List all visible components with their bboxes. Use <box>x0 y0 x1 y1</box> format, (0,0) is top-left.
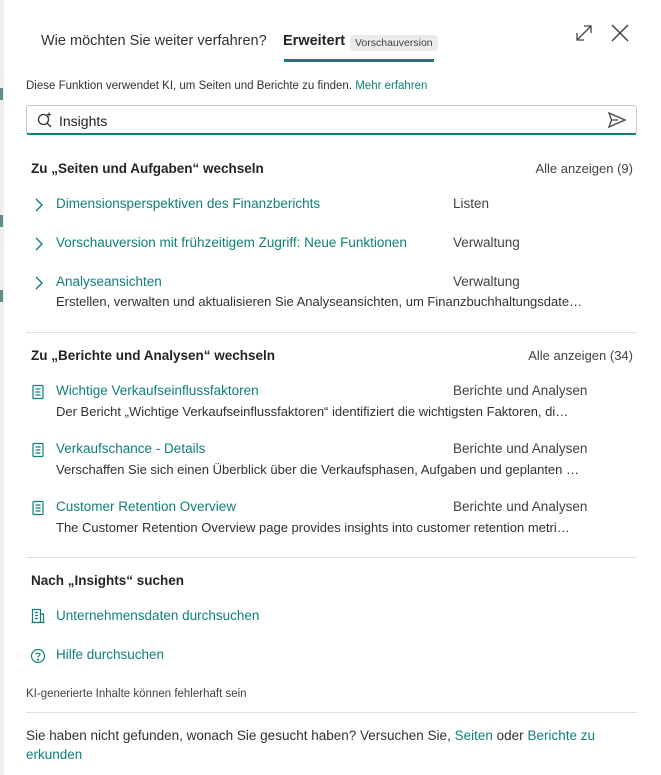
section-divider <box>26 332 637 333</box>
help-circle-icon <box>30 648 46 664</box>
info-text <box>26 80 427 92</box>
page-item-category: Listen <box>453 196 490 211</box>
page-item-category: Verwaltung <box>453 274 520 289</box>
page-item-description: Erstellen, verwalten und aktualisieren Sie Analyseansichten, um Finanzbuchhaltungsdate… <box>56 294 583 309</box>
footer-pages-link[interactable]: Seiten <box>454 728 493 743</box>
report-item-category: Berichte und Analysen <box>453 383 588 398</box>
report-item-category: Berichte und Analysen <box>453 499 588 514</box>
reports-section-title: Zu „Berichte und Analysen“ wechseln <box>31 348 276 363</box>
close-icon <box>608 21 632 45</box>
search-box[interactable] <box>26 105 637 135</box>
search-company-data-link[interactable]: Unternehmensdaten durchsuchen <box>56 608 260 623</box>
tab-how-to-proceed[interactable]: Wie möchten Sie weiter verfahren? <box>41 33 267 49</box>
report-icon <box>30 442 46 458</box>
reports-show-all-link[interactable]: Alle anzeigen (34) <box>528 348 633 363</box>
chevron-right-icon <box>30 197 46 213</box>
footer-reports-link[interactable]: Berichte zu erkunden <box>26 728 595 762</box>
page-item-link[interactable]: Analyseansichten <box>56 274 162 289</box>
report-item-link[interactable]: Verkaufschance - Details <box>56 441 206 456</box>
search-input[interactable] <box>59 111 599 131</box>
building-icon <box>30 608 46 624</box>
tab-advanced[interactable]: Erweitert <box>283 33 346 49</box>
send-icon[interactable] <box>607 111 627 129</box>
learn-more-link[interactable]: Mehr erfahren <box>355 80 428 92</box>
section-divider <box>26 557 637 558</box>
report-item-description: Verschaffen Sie sich einen Überblick über die Verkaufsphasen, Aufgaben und geplanten … <box>56 462 580 477</box>
expand-icon <box>572 21 596 45</box>
chevron-right-icon <box>30 275 46 291</box>
footer-divider <box>26 712 637 713</box>
page-item-link[interactable]: Vorschauversion mit frühzeitigem Zugriff: Neue Funktionen <box>56 235 407 250</box>
search-section-title: Nach „Insights“ suchen <box>31 573 185 588</box>
chevron-right-icon <box>30 236 46 252</box>
footer-or: oder <box>496 728 524 743</box>
pages-show-all-link[interactable]: Alle anzeigen (9) <box>535 161 633 176</box>
page-item-link[interactable]: Dimensionsperspektiven des Finanzberichts <box>56 196 321 211</box>
close-button[interactable] <box>608 21 632 45</box>
page-item-category: Verwaltung <box>453 235 520 250</box>
report-icon <box>30 384 46 400</box>
active-tab-indicator <box>284 59 434 62</box>
report-item-link[interactable]: Customer Retention Overview <box>56 499 237 514</box>
report-item-description: The Customer Retention Overview page provides insights into customer retention metri… <box>56 520 570 535</box>
pages-section-title: Zu „Seiten und Aufgaben“ wechseln <box>31 161 264 176</box>
footer-prompt: Sie haben nicht gefunden, wonach Sie gesucht haben? Versuchen Sie, <box>26 728 451 743</box>
copilot-search-icon <box>36 111 54 129</box>
report-item-description: Der Bericht „Wichtige Verkaufseinflussfaktoren“ identifiziert die wichtigsten Faktoren, di… <box>56 404 569 419</box>
preview-badge: Vorschauversion <box>350 35 438 51</box>
report-item-link[interactable]: Wichtige Verkaufseinflussfaktoren <box>56 383 259 398</box>
report-icon <box>30 500 46 516</box>
report-item-category: Berichte und Analysen <box>453 441 588 456</box>
info-description: Diese Funktion verwendet KI, um Seiten und Berichte zu finden. <box>26 80 353 92</box>
search-dialog <box>4 0 661 775</box>
expand-button[interactable] <box>572 21 596 45</box>
search-help-link[interactable]: Hilfe durchsuchen <box>56 647 165 662</box>
footer-text <box>26 726 626 764</box>
ai-disclaimer: KI-generierte Inhalte können fehlerhaft sein <box>26 688 247 700</box>
